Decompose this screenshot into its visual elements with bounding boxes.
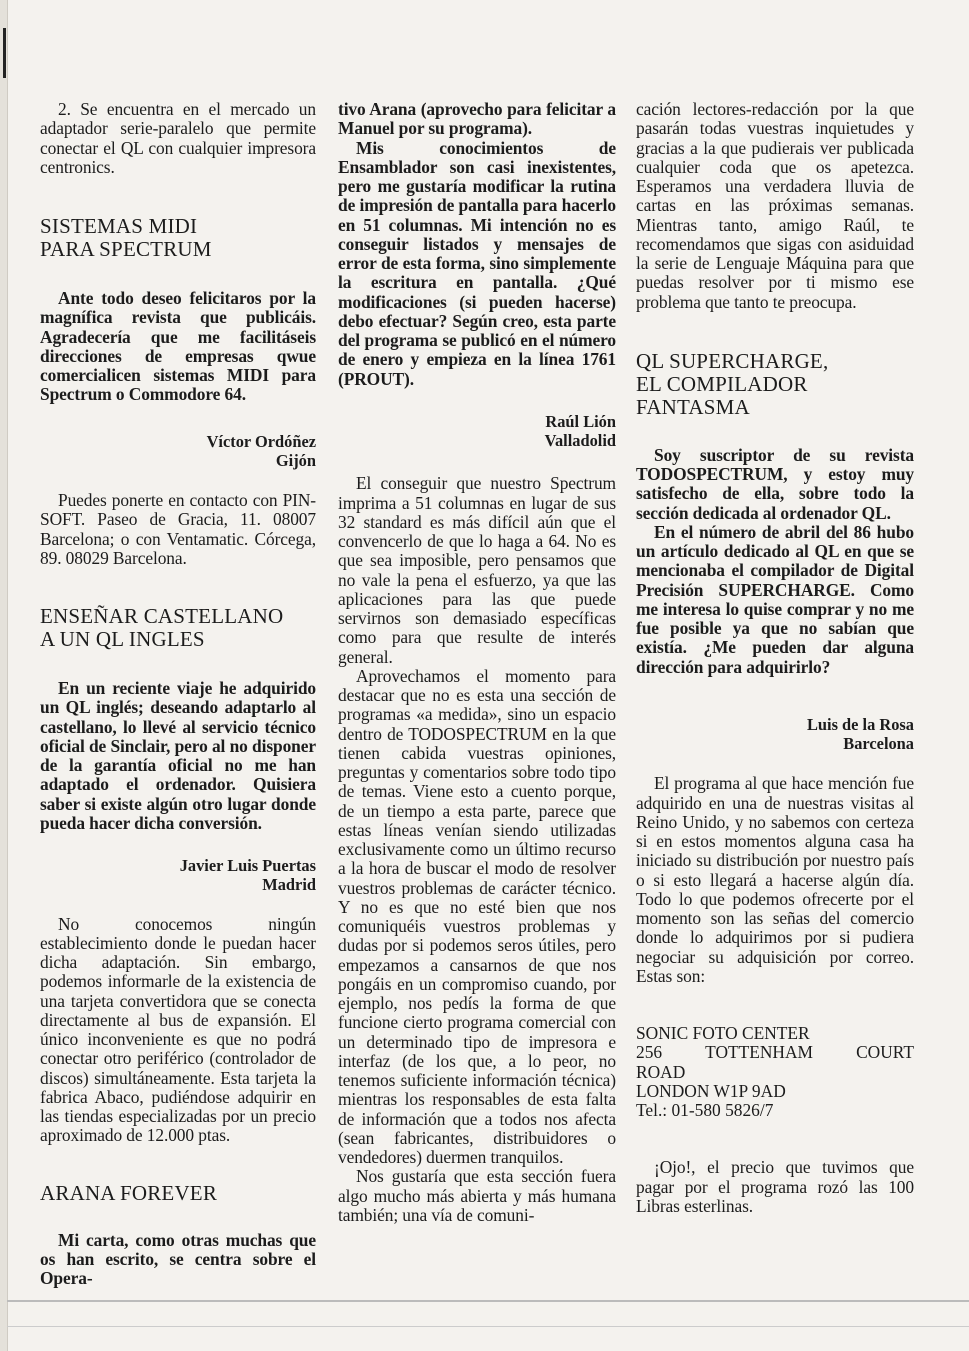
address-phone: Tel.: 01-580 5826/7 [636,1100,774,1120]
address-street: TOTTENHAM [705,1042,814,1063]
answer-paragraph: 2. Se encuentra en el mercado un adaptador serie-paralelo que permite conectar el QL con cualquier impresora centronics. [40,99,316,177]
letter-signature [636,715,914,754]
address-line: SONIC FOTO CENTER [636,1023,810,1043]
letter-paragraph: Soy suscriptor de su revista TODOSPECTRUM, y estoy muy satisfecho de ella, sobre todo la sección dedicada al ordenador QL. [636,444,914,523]
answer-paragraph: No conocemos ningún establecimiento donde le puedan hacer dicha adaptación. Sin embargo, podemos informarle de la existencia de una tarjeta convertidora que se conecta directamente al bus de expansión. El único inconveniente es que no podrá conectar otro periférico (controlador de discos) simultáneamente. Esta tarjeta la fabrica Abaco, pudiéndose adquirir en las tiendas especializadas por un precio aproximado de 12.000 ptas. [40,913,316,1146]
address-number: 256 [636,1042,663,1063]
column-1 [40,100,316,1288]
heading-line: ENSEÑAR CASTELLANO [40,604,284,628]
page-bottom-rule-2 [7,1326,969,1327]
answer-paragraph: El conseguir que nuestro Spectrum imprima a 51 columnas en lugar de sus 32 standard es más difícil aún que el convencerlo de que lo haga a 64. No es que sea imposible, pero pensamos que no vale la pena el esfuerzo, ya que las aplicaciones para las que puede servirnos son demasiado específicas como para que resulte de interés general. [338,473,616,667]
signature-city: Madrid [262,875,316,895]
heading-line: PARA SPECTRUM [40,237,212,261]
letter-paragraph: Mis conocimientos de Ensamblador son casi inexistentes, pero me gustaría modificar la rutina de impresión de pantalla para hacerlo en 51 columnas. Mi intención no es conseguir listados y mensajes de error de esta forma, sino simplemente la escritura en pantalla. ¿Qué modificaciones (si pueden hacerse) debo efectuar? Según creo, esta parte del programa se publicó en el número de enero y empieza en la línea 1761 (PROUT). [338,137,616,389]
letter-paragraph: tivo Arana (aprovecho para felicitar a Manuel por su programa). [338,99,616,139]
letter-paragraph: En el número de abril del 86 hubo un artículo dedicado al QL en que se mencionaba el compilador de Digital Precisión SUPERCHARGE. Como me interesa lo quise comprar y no me fue posible ya que no sabían que existía. ¿Me pueden dar alguna dirección para adquirirlo? [636,521,914,677]
page-edge-left [0,0,8,1351]
heading-line: FANTASMA [636,394,750,419]
section-heading-midi [40,215,316,261]
letter-signature [40,856,316,895]
signature-name: Víctor Ordóñez [206,431,316,451]
signature-name: Raúl Lión [545,411,616,431]
signature-city: Barcelona [843,734,914,753]
signature-city: Valladolid [544,431,616,450]
letter-paragraph: En un reciente viaje he adquirido un QL inglés; deseando adaptarlo al castellano, lo llevé al servicio técnico oficial de Sinclair, pero al no disponer de la garantía oficial no me han adaptado el ordenador. Quisiera saber si existe algún otro lugar donde pueda hacer dicha conversión. [40,678,316,833]
answer-paragraph: cación lectores-redacción por la que pasarán todas vuestras inquietudes y gracias a la que pudierais ver publicada cualquier coda que os apetezca. Esperamos una verdadera lluvia de cartas en las próximas semanas. Mientras tanto, amigo Raúl, te recomendamos que sigas con asiduidad la serie de Lenguaje Máquina para que puedas resolver por ti mismo ese problema que tanto te preocupa. [636,99,914,312]
shop-address [636,1024,914,1120]
letter-paragraph: Mi carta, como otras muchas que os han escrito, se centra sobre el Opera- [40,1229,316,1288]
heading-line: EL COMPILADOR [636,371,808,396]
letter-signature [40,432,316,471]
address-street-2: COURT [856,1042,914,1063]
binding-mark [3,28,6,78]
section-heading-ql [40,605,316,651]
answer-paragraph: Puedes ponerte en contacto con PIN-SOFT. Paseo de Gracia, 11. 08007 Barcelona; o con Ventamatic. Córcega, 89. 08029 Barcelona. [40,490,316,568]
address-line: ROAD [636,1061,686,1082]
letter-paragraph: Ante todo deseo felicitaros por la magnífica revista que publicáis. Agradecería que me facilitáseis direcciones de empresas qwue comercialicen sistemas MIDI para Spectrum o Commodore 64. [40,288,316,405]
answer-paragraph: Aprovechamos el momento para destacar que no es esta una sección de programas «a medida», sino un espacio dentro de TODOSPECTRUM en la que tienen cabida vuestras opiniones, preguntas y comentarios sobre todo tipo de temas. Viene esto a cuento porque, de un tiempo a esta parte, parece que estas líneas venían siendo utilizadas exclusivamente como un último recurso a la hora de buscar el modo de resolver vuestros problemas de carácter técnico. Y no es que no esté bien que nos comuniquéis vuestros problemas y dudas por si podemos seros útiles, pero empezamos a cansarnos de que nos pongáis en un compromiso cuando, por ejemplo, nos pedís la forma de que funcione cierto programa comercial con un determinado tipo de impresora e interfaz (de los que, a lo peor, no tenemos suficiente información técnica) mientras los responsables de esta falta de información que a todos nos afecta (sean fabricantes, distribuidores o vendedores) duermen tranquilos. [338,665,616,1167]
heading-line: QL SUPERCHARGE, [636,348,829,373]
signature-name: Javier Luis Puertas [179,856,316,875]
signature-name: Luis de la Rosa [806,714,914,734]
column-3 [636,100,914,1216]
answer-paragraph: El programa al que hace mención fue adquirido en una de nuestras visitas al Reino Unido, y no sabemos con certeza si en estos momentos alguna casa ha iniciado su distribución por nuestro país o si esto llegará a hacerse algún día. Todo lo que podemos ofrecerte por el momento son las señas del comercio donde lo adquirimos por si pudiera negociar su adquisición por correo. Estas son: [636,773,914,986]
letter-signature [338,412,616,451]
page-bottom-rule [7,1300,969,1302]
answer-paragraph: Nos gustaría que esta sección fuera algo mucho más abierta y más humana también; una vía de comuni- [338,1166,616,1225]
address-line: LONDON W1P 9AD [636,1080,786,1101]
answer-note: ¡Ojo!, el precio que tuvimos que pagar por el programa rozó las 100 Libras esterlinas. [636,1157,914,1216]
section-heading-arana: ARANA FOREVER [40,1180,218,1205]
heading-line: SISTEMAS MIDI [40,214,198,238]
heading-line: A UN QL INGLES [40,627,205,651]
signature-city: Gijón [275,450,316,470]
column-2 [338,100,616,1225]
address-line [636,1043,914,1062]
section-heading-supercharge [636,350,914,419]
